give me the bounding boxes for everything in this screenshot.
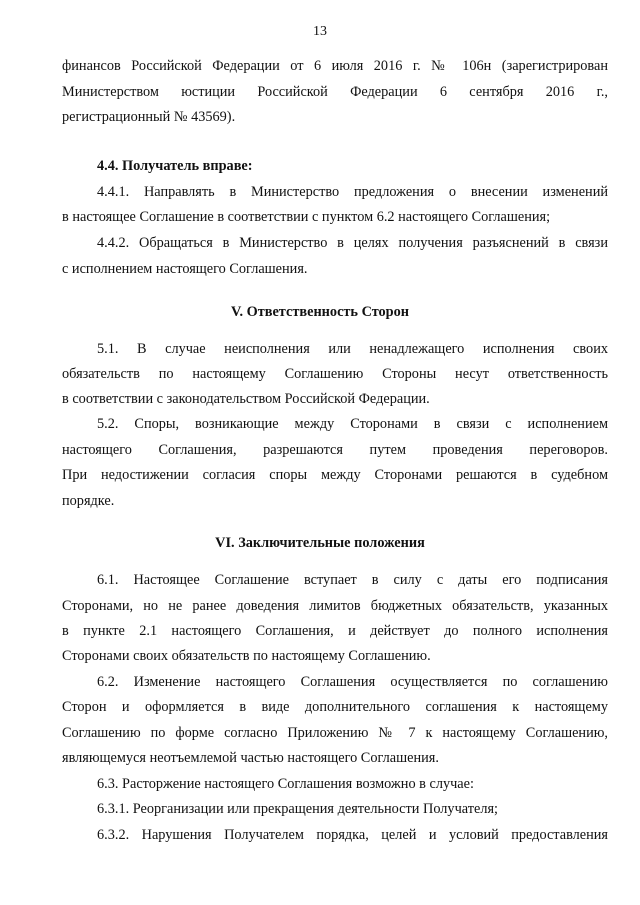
text-line: настоящего Соглашения, разрешаются путем проведения переговоров. xyxy=(62,442,608,458)
text-line: 6.3.2. Нарушения Получателем порядка, целей и условий предоставления xyxy=(97,827,608,843)
text-line: с исполнением настоящего Соглашения. xyxy=(62,261,308,277)
text-line: Сторонами, но не ранее доведения лимитов бюджетных обязательств, указанных xyxy=(62,598,608,614)
text-line: регистрационный № 43569). xyxy=(62,109,236,125)
text-line: обязательств по настоящему Соглашению Стороны несут ответственность xyxy=(62,366,608,382)
text-line: 4.4.2. Обращаться в Министерство в целях получения разъяснений в связи xyxy=(97,235,608,251)
text-line: являющемуся неотъемлемой частью настоящего Соглашения. xyxy=(62,750,439,766)
text-line: в пункте 2.1 настоящего Соглашения, и действует до полного исполнения xyxy=(62,623,608,639)
text-line: в соответствии с законодательством Российской Федерации. xyxy=(62,391,430,407)
text-line: финансов Российской Федерации от 6 июля 2016 г. № 106н (зарегистрирован xyxy=(62,58,608,74)
text-line: Сторонами своих обязательств по настоящему Соглашению. xyxy=(62,648,431,664)
text-line: 6.1. Настоящее Соглашение вступает в силу с даты его подписания xyxy=(97,572,608,588)
page-number: 13 xyxy=(313,24,327,39)
text-line: При недостижении согласия споры между Сторонами решаются в судебном xyxy=(62,467,608,483)
text-line: порядке. xyxy=(62,493,115,509)
text-line: 6.3. Расторжение настоящего Соглашения возможно в случае: xyxy=(97,776,474,792)
text-line: в настоящее Соглашение в соответствии с пунктом 6.2 настоящего Соглашения; xyxy=(62,209,551,225)
section-heading: 4.4. Получатель вправе: xyxy=(97,158,253,174)
text-line: 6.2. Изменение настоящего Соглашения осуществляется по соглашению xyxy=(97,674,608,690)
section-title: VI. Заключительные положения xyxy=(215,535,425,551)
section-title: V. Ответственность Сторон xyxy=(230,304,410,320)
text-line: Министерством юстиции Российской Федерации 6 сентября 2016 г., xyxy=(62,84,608,100)
text-line: 4.4.1. Направлять в Министерство предложения о внесении изменений xyxy=(97,184,608,200)
text-line: Сторон и оформляется в виде дополнительного соглашения к настоящему xyxy=(62,699,608,715)
text-line: 5.1. В случае неисполнения или ненадлежащего исполнения своих xyxy=(97,341,608,357)
text-line: 6.3.1. Реорганизации или прекращения деятельности Получателя; xyxy=(97,801,499,817)
text-line: Соглашению по форме согласно Приложению № 7 к настоящему Соглашению, xyxy=(62,725,608,741)
text-line: 5.2. Споры, возникающие между Сторонами в связи с исполнением xyxy=(97,416,608,432)
